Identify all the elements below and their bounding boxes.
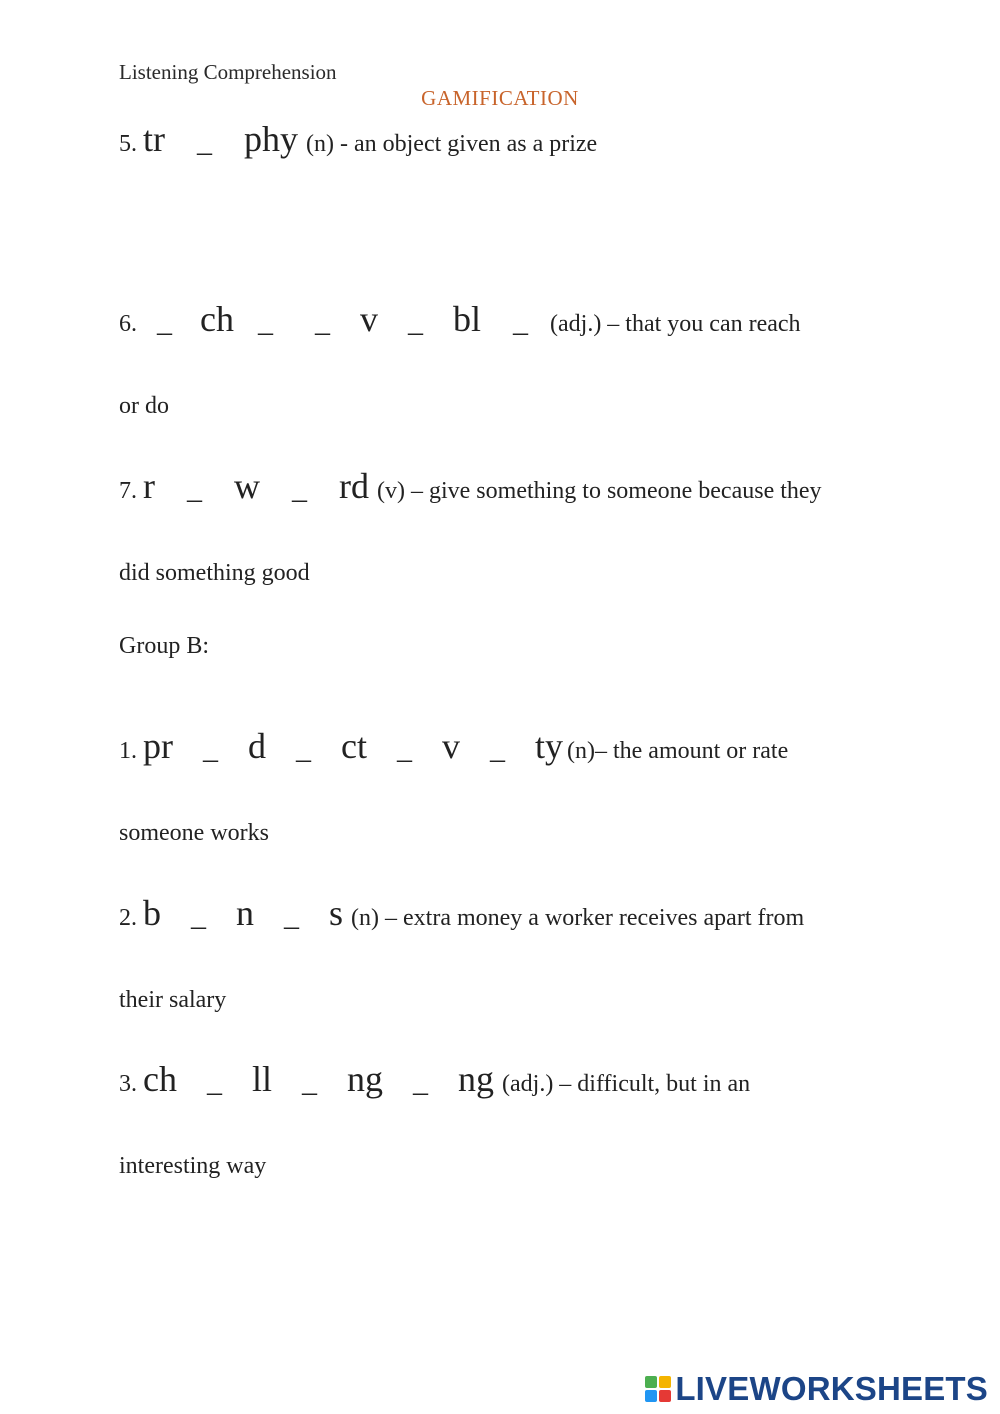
page-header: Listening Comprehension — [119, 60, 337, 84]
word-fragment: ll — [251, 1059, 272, 1099]
letter-blank[interactable]: _ — [407, 305, 423, 338]
letter-blank[interactable]: _ — [197, 125, 212, 158]
item-number: 1. — [119, 738, 137, 764]
item-definition: (n)– the amount or rate — [567, 738, 789, 764]
item-definition: (n) – extra money a worker receives apart from — [351, 905, 805, 931]
logo-text: LIVEWORKSHEETS — [675, 1370, 988, 1407]
letter-blank[interactable]: _ — [302, 1065, 317, 1098]
word-fragment: s — [329, 893, 344, 933]
page-title: GAMIFICATION — [421, 86, 579, 110]
item-number: 5. — [119, 131, 137, 157]
definition-continuation: someone works — [119, 820, 269, 846]
word-fragment: n — [236, 893, 254, 933]
word-fragment: ch — [143, 1059, 177, 1099]
logo-square-green — [645, 1376, 657, 1388]
logo-square-blue — [645, 1390, 657, 1402]
item-definition: (v) – give something to someone because they — [377, 478, 822, 504]
item-number: 7. — [119, 478, 137, 504]
item-definition: (n) - an object given as a prize — [306, 131, 598, 157]
word-fragment: v — [441, 726, 460, 766]
item-number: 6. — [119, 311, 137, 337]
logo-square-red — [659, 1390, 671, 1402]
letter-blank[interactable]: _ — [489, 732, 505, 765]
group-b-heading: Group B: — [119, 633, 209, 659]
letter-blank[interactable]: _ — [292, 472, 307, 505]
letter-blank[interactable]: _ — [314, 305, 330, 338]
vocab-item-7 — [119, 465, 822, 507]
letter-blank[interactable]: _ — [284, 899, 299, 932]
word-fragment: ct — [341, 726, 367, 766]
word-fragment: rd — [339, 466, 369, 506]
word-fragment: w — [234, 466, 260, 506]
logo-square-yellow — [659, 1376, 671, 1388]
item-number: 2. — [119, 905, 137, 931]
word-fragment: ng — [347, 1059, 383, 1099]
item-number: 3. — [119, 1071, 137, 1097]
vocab-item-b3 — [119, 1058, 750, 1100]
letter-blank[interactable]: _ — [206, 1065, 222, 1098]
word-fragment: tr — [143, 119, 165, 159]
letter-blank[interactable]: _ — [203, 732, 218, 765]
vocab-item-6 — [119, 298, 801, 340]
letter-blank[interactable]: _ — [296, 732, 311, 765]
definition-continuation: did something good — [119, 560, 310, 586]
definition-continuation: or do — [119, 393, 169, 419]
letter-blank[interactable]: _ — [191, 899, 206, 932]
liveworksheets-logo-icon — [645, 1376, 671, 1402]
definition-continuation: interesting way — [119, 1153, 267, 1179]
letter-blank[interactable]: _ — [257, 305, 273, 338]
word-fragment: bl — [452, 299, 481, 339]
definition-continuation: their salary — [119, 987, 227, 1013]
word-fragment: pr — [143, 726, 173, 766]
item-definition: (adj.) – difficult, but in an — [502, 1071, 751, 1097]
vocab-item-b1 — [119, 725, 788, 767]
liveworksheets-logo[interactable] — [645, 1370, 988, 1408]
word-fragment: ty — [534, 726, 563, 766]
letter-blank[interactable]: _ — [396, 732, 412, 765]
word-fragment: phy — [244, 119, 298, 159]
word-fragment: ng — [458, 1059, 494, 1099]
item-definition: (adj.) – that you can reach — [550, 311, 801, 337]
letter-blank[interactable]: _ — [157, 305, 172, 338]
letter-blank[interactable]: _ — [513, 305, 528, 338]
letter-blank[interactable]: _ — [413, 1065, 428, 1098]
word-fragment: d — [248, 726, 266, 766]
vocab-item-5 — [119, 118, 597, 160]
vocab-item-b2 — [119, 892, 804, 934]
word-fragment: ch — [200, 299, 234, 339]
word-fragment: b — [143, 893, 161, 933]
word-fragment: v — [359, 299, 378, 339]
letter-blank[interactable]: _ — [187, 472, 202, 505]
word-fragment: r — [143, 466, 155, 506]
